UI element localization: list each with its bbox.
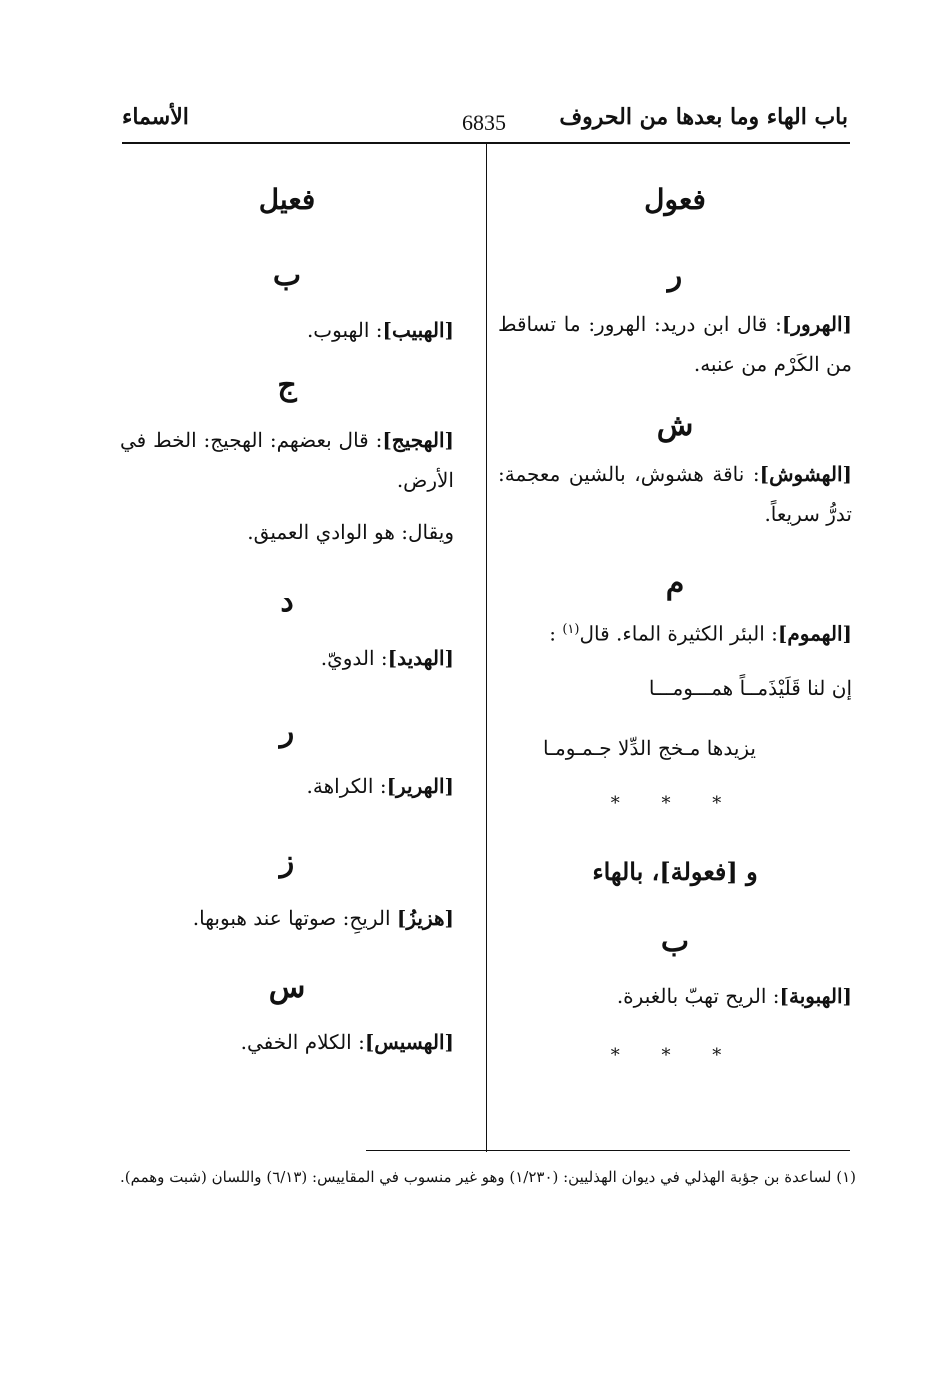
- entry-definition: الريحِ: صوتها عند هبوبها.: [192, 906, 397, 930]
- entry-definition: : ناقة هشوش، بالشين معجمة: تدرُّ سريعاً.: [498, 462, 852, 526]
- entry-definition: : قال بعضهم: الهجيج: الخط في الأرض.: [120, 428, 454, 492]
- entry-headword: [الهرير]: [386, 774, 454, 798]
- entry-definition: : الكلام الخفي.: [240, 1030, 365, 1054]
- entry-headword: [الهديد]: [387, 646, 454, 670]
- footnote-ref[interactable]: (١): [562, 622, 580, 637]
- letter-heading-m: م: [665, 566, 685, 601]
- entry-alhurur: [498, 304, 852, 384]
- entry-definition: : قال ابن دريد: الهرور: ما تساقط من الكَرْم من عنبه.: [498, 312, 852, 376]
- entry-alhabib: [120, 310, 454, 350]
- letter-heading-r: ر: [279, 714, 295, 749]
- letter-heading-r: ر: [667, 258, 683, 293]
- letter-heading-j: ج: [277, 368, 297, 403]
- entry-alhumum: [498, 610, 852, 654]
- verse-line-2: يزيدها مـخج الدِّلا جـمـومـا: [543, 735, 756, 760]
- section-separator-stars: * * *: [610, 1044, 740, 1066]
- entry-headword: [الهجيج]: [382, 428, 454, 452]
- entry-definition: : الهبوب.: [306, 318, 383, 342]
- entry-alhajij-extra: ويقال: هو الوادي العميق.: [247, 520, 454, 544]
- pattern-title-fail: فعيل: [258, 183, 316, 216]
- footnote: (١) لساعدة بن جؤبة الهذلي في ديوان الهذليين: (١/٢٣٠) وهو غير منسوب في المقاييس: (٦/١٣) واللسان (شبت وهمم).: [120, 1168, 856, 1186]
- pattern-title-fauul: فعول: [644, 183, 706, 216]
- entry-headword: [الهرور]: [781, 312, 852, 336]
- entry-alhasis: [120, 1022, 454, 1062]
- left-column: [120, 160, 454, 1062]
- entry-alhububa: [498, 976, 852, 1016]
- entry-haziz: [120, 898, 454, 938]
- subtitle-fauula: و [فعولة]، بالهاء: [592, 856, 758, 886]
- entry-headword: [الهسيس]: [364, 1030, 454, 1054]
- letter-heading-sh: ش: [656, 408, 694, 443]
- entry-definition: : البئر الكثيرة الماء. قال: [579, 621, 778, 646]
- letter-heading-b: ب: [272, 258, 302, 293]
- letter-heading-d: د: [280, 584, 294, 619]
- right-column: [498, 160, 852, 1076]
- section-separator-stars: * * *: [610, 792, 740, 814]
- running-head-section: الأسماء: [122, 104, 189, 130]
- entry-alharir: [120, 766, 454, 806]
- entry-headword: [الهبيب]: [382, 318, 454, 342]
- verse-line-1: إن لنا قَلَيْذَمــاً همـــومـــا: [648, 675, 852, 700]
- entry-alhushush: [498, 454, 852, 534]
- letter-heading-s: س: [268, 970, 306, 1005]
- entry-headword: [هزيزُ]: [396, 906, 454, 930]
- entry-colon: :: [549, 621, 556, 646]
- entry-alhadid: [120, 638, 454, 678]
- entry-definition: : الدويّ.: [320, 646, 388, 670]
- entry-definition: : الريح تهبّ بالغبرة.: [616, 983, 780, 1008]
- footnote-rule: [366, 1150, 850, 1151]
- entry-alhajij: [120, 420, 454, 500]
- entry-definition: : الكراهة.: [306, 774, 387, 798]
- entry-headword: [الهشوش]: [759, 462, 852, 486]
- entry-headword: [الهموم]: [777, 621, 852, 646]
- column-divider: [486, 144, 487, 1152]
- letter-heading-b: ب: [660, 923, 690, 959]
- letter-heading-z: ز: [279, 844, 295, 879]
- running-head-chapter: باب الهاء وما بعدها من الحروف: [559, 104, 848, 130]
- page-number: 6835: [462, 110, 506, 135]
- entry-headword: [الهبوبة]: [779, 983, 852, 1008]
